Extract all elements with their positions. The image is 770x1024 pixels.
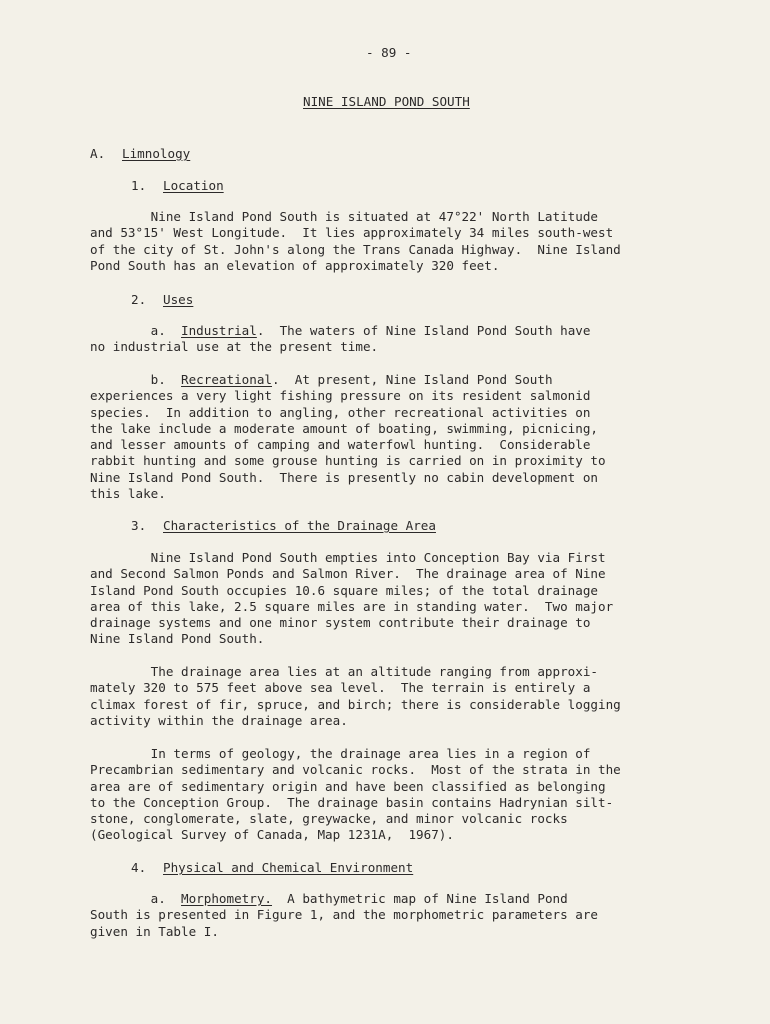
- paragraph-line: area are of sedimentary origin and have been classified as belonging: [90, 778, 606, 794]
- industrial-paragraph: [90, 323, 670, 356]
- location-paragraph: [90, 209, 670, 274]
- recreational-paragraph: [90, 372, 670, 502]
- paragraph-line: to the Conception Group. The drainage basin contains Hadrynian silt-: [90, 794, 614, 810]
- paragraph-line: no industrial use at the present time.: [90, 339, 379, 355]
- paragraph-line: The drainage area lies at an altitude ranging from approxi-: [90, 664, 598, 679]
- page-title: NINE ISLAND POND SOUTH: [303, 94, 470, 109]
- paragraph-line: South is presented in Figure 1, and the morphometric parameters are: [90, 907, 598, 923]
- paragraph-line: the lake include a moderate amount of boating, swimming, picnicing,: [90, 420, 598, 436]
- paragraph-line: of the city of St. John's along the Trans Canada Highway. Nine Island: [90, 241, 621, 257]
- subheading-morphometry: Morphometry.: [181, 891, 273, 906]
- paragraph-line: Nine Island Pond South empties into Conception Bay via First: [90, 550, 606, 565]
- paragraph-first-line: [90, 372, 670, 388]
- section-a-letter: A.: [90, 146, 106, 161]
- paragraph-line: species. In addition to angling, other recreational activities on: [90, 404, 591, 420]
- section-a-heading: Limnology: [122, 146, 191, 161]
- paragraph-line: (Geological Survey of Canada, Map 1231A, 1967).: [90, 827, 454, 843]
- paragraph-line: area of this lake, 2.5 square miles are in standing water. Two major: [90, 598, 614, 614]
- drainage-paragraph-3: [90, 746, 670, 844]
- paragraph-line: and 53°15' West Longitude. It lies approximately 34 miles south-west: [90, 225, 614, 241]
- subsection-2-number: 2.: [131, 292, 147, 307]
- subsection-4-number: 4.: [131, 860, 147, 875]
- paragraph-line: stone, conglomerate, slate, greywacke, and minor volcanic rocks: [90, 811, 568, 827]
- first-line-rest: . The waters of Nine Island Pond South have: [256, 323, 591, 338]
- first-line-rest: . At present, Nine Island Pond South: [272, 372, 553, 387]
- item-label: b.: [150, 372, 166, 387]
- first-line-rest: A bathymetric map of Nine Island Pond: [272, 891, 568, 906]
- paragraph-line: mately 320 to 575 feet above sea level. The terrain is entirely a: [90, 680, 591, 696]
- paragraph-line: climax forest of fir, spruce, and birch; there is considerable logging: [90, 696, 621, 712]
- paragraph-line: In terms of geology, the drainage area lies in a region of: [90, 746, 591, 761]
- paragraph-line: and Second Salmon Ponds and Salmon River. The drainage area of Nine: [90, 566, 606, 582]
- drainage-paragraph-1: [90, 550, 670, 648]
- paragraph-line: Island Pond South occupies 10.6 square miles; of the total drainage: [90, 582, 598, 598]
- subsection-2-heading: Uses: [163, 292, 194, 307]
- paragraph-line: this lake.: [90, 486, 166, 502]
- paragraph-line: and lesser amounts of camping and waterfowl hunting. Considerable: [90, 437, 591, 453]
- subsection-1-number: 1.: [131, 178, 147, 193]
- paragraph-line: Pond South has an elevation of approximately 320 feet.: [90, 257, 500, 273]
- subsection-3-heading: Characteristics of the Drainage Area: [163, 518, 436, 533]
- subsection-4-heading: Physical and Chemical Environment: [163, 860, 414, 875]
- paragraph-line: Nine Island Pond South is situated at 47°22' North Latitude: [90, 209, 598, 224]
- subsection-1-heading: Location: [163, 178, 224, 193]
- paragraph-line: Precambrian sedimentary and volcanic rocks. Most of the strata in the: [90, 762, 621, 778]
- paragraph-line: rabbit hunting and some grouse hunting is carried on in proximity to: [90, 453, 606, 469]
- subheading-industrial: Industrial: [181, 323, 257, 338]
- drainage-paragraph-2: [90, 664, 670, 729]
- item-label: a.: [150, 891, 166, 906]
- paragraph-line: given in Table I.: [90, 923, 219, 939]
- paragraph-line: Nine Island Pond South.: [90, 631, 265, 647]
- paragraph-first-line: [90, 323, 670, 339]
- page-number: - 89 -: [366, 45, 412, 60]
- paragraph-first-line: [90, 891, 670, 907]
- paragraph-line: drainage systems and one minor system contribute their drainage to: [90, 615, 591, 631]
- morphometry-paragraph: [90, 891, 670, 940]
- paragraph-line: Nine Island Pond South. There is presently no cabin development on: [90, 469, 598, 485]
- paragraph-line: experiences a very light fishing pressure on its resident salmonid: [90, 388, 591, 404]
- subsection-3-number: 3.: [131, 518, 147, 533]
- subheading-recreational: Recreational: [181, 372, 273, 387]
- paragraph-line: activity within the drainage area.: [90, 712, 348, 728]
- item-label: a.: [150, 323, 166, 338]
